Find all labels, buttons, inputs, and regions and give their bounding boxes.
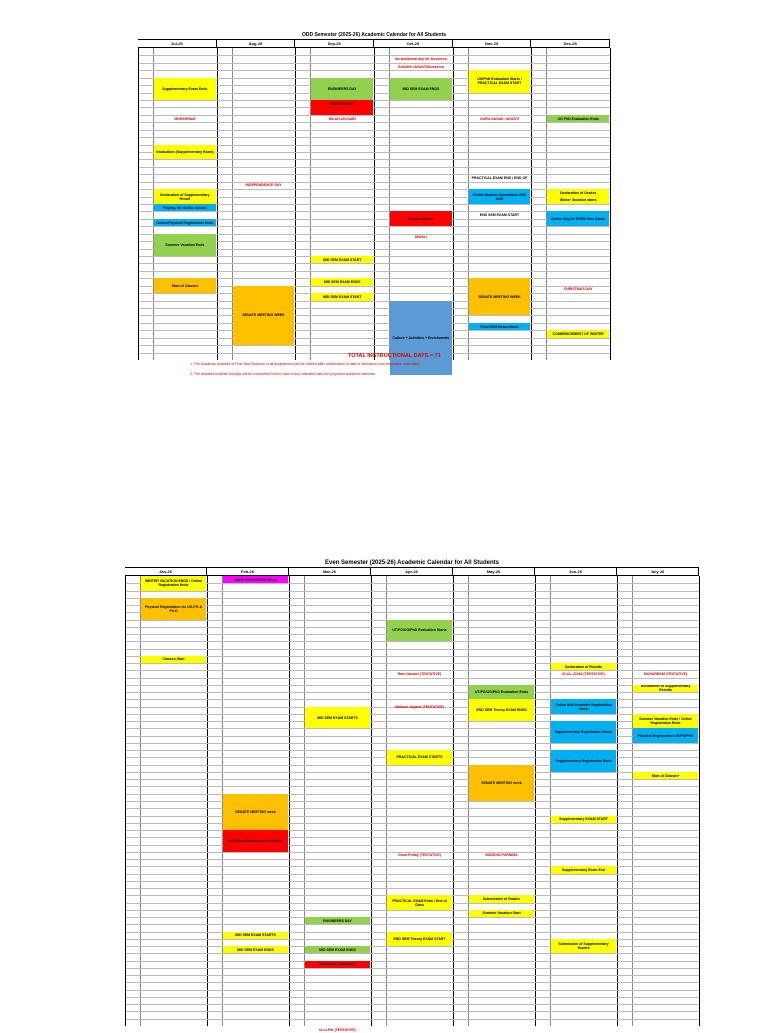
month-header: Sep-25 [295,40,374,47]
calendar-event: END SEM Theory EXAM START [387,932,452,947]
calendar-event: SENATE MEETING WEEK [469,278,531,315]
calendar-event: Culture + Activities + Enrichments [390,301,452,375]
calendar-event: GURU NANAK JAYANTI [479,116,520,121]
row-divider [126,823,699,824]
row-divider [126,612,699,613]
calendar-event: Mahavir Jayanti (TENTATIVE) [395,704,444,709]
calendar-event: Supplementary Exam Ends [154,78,216,100]
month-header: Jul-25 [138,40,217,47]
calendar-event: Ram Navami (TENTATIVE) [397,671,442,676]
row-divider [139,63,610,64]
calendar-event: Start of Classes* [633,772,698,779]
odd-semester-calendar [138,32,610,358]
calendar-event: Id-ul-Fitr (TENTATIVE) [319,1027,356,1032]
calendar-event: ENGINEERS DAY [305,917,370,924]
calendar-event: Submission of Supplementary Grades [551,939,616,954]
calendar-event: Declaration of Supplementary Result [154,189,216,204]
calendar-event: MID SEM EXAM ENDS [223,946,288,953]
row-divider [139,107,610,108]
calendar-event: SENATE MEETING WEEK [233,286,295,345]
calendar-event: COMMENCEMENT OF WINTER [547,330,609,337]
calendar-event: PRACTICAL EXAM STARTS [387,750,452,765]
calendar-event: Submission of Grades [469,895,534,902]
row-divider [126,1004,699,1005]
calendar-event: PRACTICAL EXAM Ends / End of Class [387,895,452,910]
calendar-event: Online Reg for EVEN Sem Starts [547,211,609,226]
row-divider [139,70,610,71]
month-header: Jun-26 [535,568,617,575]
calendar-event: Graduation (Supplementary Exam) [154,145,216,160]
row-divider [126,808,699,809]
calendar-event: INDEPENDENCE DAY [245,183,282,188]
calendar-event: Global Student Convention GSC 2025 [469,189,531,204]
calendar-event: Supplementary Registration Ends [551,750,616,772]
row-divider [126,990,699,991]
month-header: Oct-25 [374,40,453,47]
calendar-event: MAHA SHIVARATRI (Start) [223,576,288,583]
odd-calendar-grid [138,48,610,360]
calendar-event: MID SEM EXAM ENDS [390,78,452,100]
row-divider [139,226,610,227]
row-divider [126,910,699,911]
row-divider [126,605,699,606]
calendar-event: MID SEM EXAM STARTS [305,707,370,729]
row-divider [139,271,610,272]
calendar-event: MID SEM EXAM START [311,293,373,300]
calendar-event: Supplementary Exam End [551,866,616,873]
calendar-event: Declaration of Results [551,663,616,670]
calendar-event: Declaration of Supplementary Results [633,685,698,692]
calendar-event: Diwali Holidays [390,211,452,226]
calendar-event: MID SEM EXAM START [311,256,373,263]
month-header: Feb-26 [207,568,289,575]
row-divider [139,211,610,212]
row-divider [126,997,699,998]
calendar-event: Winter Vacation starts [547,197,609,204]
row-divider [126,714,699,715]
month-header: Apr-26 [371,568,453,575]
calendar-event: MUHARRAM (TENTATIVE) [643,671,688,676]
calendar-event: END SEM Theory EXAM ENDS [469,699,534,721]
row-divider [126,975,699,976]
row-divider [126,830,699,831]
row-divider [139,293,610,294]
row-divider [126,649,699,650]
calendar-event: MID SEM EXAM ENDS [311,278,373,285]
row-divider [139,174,610,175]
row-divider [139,308,610,309]
row-divider [126,794,699,795]
even-semester-title: Even Semester (2025-26) Academic Calendar for All Students [325,560,499,566]
month-header: Nov-25 [453,40,532,47]
row-divider [126,961,699,962]
row-divider [126,874,699,875]
calendar-event: Payday, for all Due Assets [154,204,216,211]
row-divider [139,55,610,56]
month-header: July 26 [617,568,699,575]
calendar-event: Supplementary EXAM START [551,816,616,823]
calendar-event: ENGINEERS DAY [311,78,373,100]
row-divider [126,779,699,780]
calendar-event: DIWALI [414,235,427,240]
calendar-event: UT/PG/UG/PhD Evaluation Starts [387,620,452,642]
calendar-event: MUHARRAM [174,116,196,121]
calendar-event: SENATE MEETING week [469,765,534,801]
calendar-event: Online Add Semester Registration Starts [551,699,616,714]
calendar-event: CHRISTMAS DAY [563,287,593,292]
odd-semester-title: ODD Semester (2025-26) Academic Calendar for All Students [301,32,447,38]
calendar-event: END SEM EXAM START [479,213,520,218]
calendar-event: Final SEM Exam Starts [469,323,531,330]
row-divider [139,182,610,183]
row-divider [126,656,699,657]
row-divider [126,837,699,838]
row-divider [126,982,699,983]
row-divider [139,122,610,123]
row-divider [126,786,699,787]
calendar-event: UG PhD Evaluation Ends [547,115,609,122]
calendar-event: Online/Physical Registration Ends [154,219,216,226]
calendar-event: Supplementary Registration Starts [551,721,616,743]
calendar-event: Holi Break (Tentative) [305,961,370,968]
row-divider [139,338,610,339]
calendar-event: Summer Vacation Start [469,910,534,917]
calendar-event: UG/PhD Evaluation Starts / PRACTICAL EXAM START [469,70,531,92]
odd-month-header [138,39,610,48]
row-divider [139,167,610,168]
row-divider [126,591,699,592]
row-divider [126,743,699,744]
row-divider [139,137,610,138]
row-divider [126,598,699,599]
row-divider [139,263,610,264]
row-divider [139,323,610,324]
row-divider [139,345,610,346]
calendar-event: GANDHI JAYANTI/Dussehra [397,64,444,69]
calendar-event: ID-UL-ZUHA (TENTATIVE) [562,671,605,676]
calendar-event: UT/PG/UG/PhD Evaluation Ends [469,685,534,700]
row-divider [139,100,610,101]
row-divider [126,583,699,584]
row-divider [126,845,699,846]
row-divider [126,968,699,969]
row-divider [126,881,699,882]
row-divider [126,772,699,773]
row-divider [126,859,699,860]
row-divider [139,330,610,331]
calendar-event: MID SEM EXAM STARTS [223,932,288,939]
month-header: Jan-26 [125,568,207,575]
row-divider [126,917,699,918]
row-divider [139,315,610,316]
row-divider [126,692,699,693]
row-divider [139,130,610,131]
calendar-event: MILAD-UN-NABI [328,116,356,121]
month-header: Aug-25 [217,40,296,47]
row-divider [139,159,610,160]
row-divider [139,256,610,257]
month-header: May-26 [453,568,535,575]
row-divider [126,1019,699,1020]
calendar-event: Holi Week Adjustment (Tentative) [223,830,288,852]
calendar-event: Physical Registration for UG-PG & Ph.D [141,598,206,620]
calendar-event: SENATE MEETING week [223,794,288,830]
even-month-header [125,567,699,576]
row-divider [126,685,699,686]
even-calendar-grid [125,576,699,1032]
calendar-event: BUDDHA PURNIMA [485,853,518,858]
calendar-event: PRACTICAL EXAM END / END OF [471,175,528,180]
note-2: 2. The declared Institute holidays will be considered final in case of any mismatch with the proposed academic calendar. [190,372,376,376]
calendar-event: Classes Start [141,656,206,663]
calendar-event: No additional day for Dussehra [394,57,447,62]
calendar-event: Declaration of Grades [547,189,609,196]
calendar-event: MID SEM EXAM ENDS [305,946,370,953]
row-divider [126,678,699,679]
row-divider [139,301,610,302]
calendar-event: Start of Classes [154,278,216,293]
even-semester-calendar [125,560,699,1032]
total-instructional-days: TOTAL INSTRUCTIONAL DAYS = 71 [348,353,441,359]
calendar-event: Physical Registration UG/PG/PhD [633,728,698,743]
row-divider [126,1011,699,1012]
month-header: Dec-25 [531,40,610,47]
row-divider [126,641,699,642]
column-divider [610,48,611,360]
row-divider [126,953,699,954]
row-divider [126,801,699,802]
calendar-event: WINTER VACATION ENDS / Online Registration Ends [141,576,206,591]
calendar-event: Good Friday (TENTATIVE) [398,853,441,858]
row-divider [126,924,699,925]
calendar-event: RAKSHA BAN [311,93,373,115]
column-divider [699,576,700,1026]
month-header: Mar-26 [289,568,371,575]
note-1: 1. The Academic activities of First Year Students of all programmes will be notified after confirmation of date of admission from respective authorities. [190,362,421,366]
calendar-event: Summer Vacation Ends [154,234,216,256]
calendar-event: Summer Vacation Ends / Online Registration Ends [633,714,698,729]
row-divider [126,888,699,889]
